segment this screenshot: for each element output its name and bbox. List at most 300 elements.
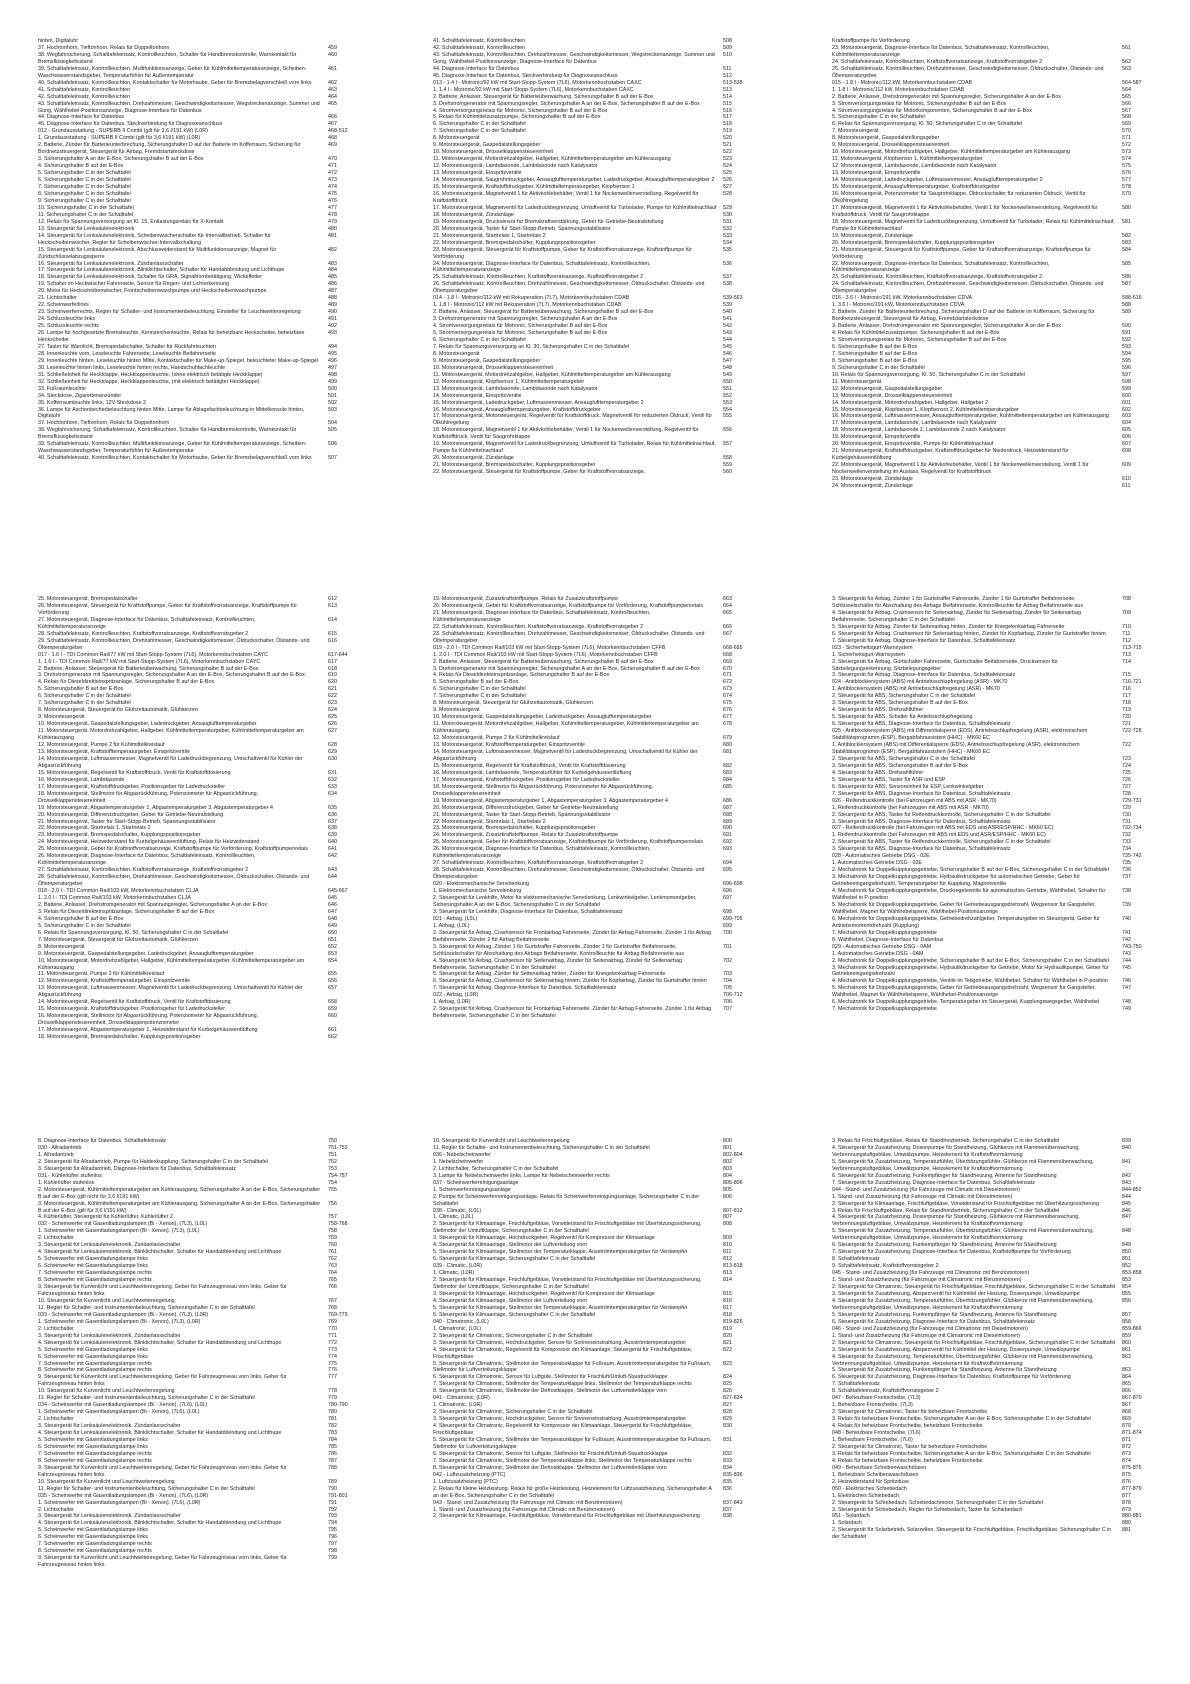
index-entry[interactable] (38, 1437, 368, 1444)
index-entry[interactable] (433, 1465, 763, 1472)
index-entry[interactable] (38, 603, 368, 617)
index-entry[interactable] (433, 1374, 763, 1381)
index-entry[interactable] (38, 427, 368, 441)
index-entry[interactable] (433, 700, 763, 707)
index-entry[interactable] (433, 1500, 763, 1507)
index-entry[interactable] (433, 351, 763, 358)
index-entry[interactable] (832, 1527, 1162, 1541)
index-entry[interactable] (38, 400, 368, 407)
index-entry[interactable] (433, 142, 763, 149)
index-entry[interactable] (38, 226, 368, 233)
index-entry[interactable] (832, 1458, 1162, 1465)
index-entry[interactable] (433, 846, 763, 860)
index-entry[interactable] (433, 1159, 763, 1166)
index-entry[interactable] (38, 420, 368, 427)
index-entry[interactable] (38, 219, 368, 226)
index-entry[interactable] (38, 191, 368, 198)
index-entry[interactable] (38, 142, 368, 156)
index-entry[interactable] (832, 1208, 1162, 1215)
index-entry[interactable] (832, 1312, 1162, 1319)
index-entry[interactable] (38, 114, 368, 121)
index-entry[interactable] (832, 777, 1162, 784)
index-entry[interactable] (38, 135, 368, 142)
index-entry[interactable] (38, 407, 368, 421)
index-entry[interactable] (832, 59, 1162, 66)
index-entry[interactable] (38, 1006, 368, 1013)
index-entry[interactable] (38, 177, 368, 184)
index-entry[interactable] (832, 407, 1162, 414)
index-entry[interactable] (38, 693, 368, 700)
index-entry[interactable] (38, 38, 368, 45)
index-entry[interactable] (38, 1152, 368, 1159)
index-entry[interactable] (832, 951, 1162, 958)
index-entry[interactable] (433, 930, 763, 944)
index-entry[interactable] (832, 978, 1162, 985)
index-entry[interactable] (38, 1451, 368, 1458)
index-entry[interactable] (832, 596, 1162, 610)
index-entry[interactable] (433, 1340, 763, 1347)
index-entry[interactable] (433, 1451, 763, 1458)
index-entry[interactable] (832, 721, 1162, 728)
index-entry[interactable] (832, 1381, 1162, 1388)
index-entry[interactable] (38, 1458, 368, 1465)
index-entry[interactable] (38, 1256, 368, 1263)
index-entry[interactable] (832, 728, 1162, 742)
index-entry[interactable] (38, 971, 368, 978)
index-entry[interactable] (832, 163, 1162, 170)
index-entry[interactable] (832, 1340, 1162, 1347)
index-entry[interactable] (433, 1249, 763, 1256)
index-entry[interactable] (433, 149, 763, 156)
index-entry[interactable] (433, 1194, 763, 1208)
index-entry[interactable] (433, 1291, 763, 1298)
index-entry[interactable] (38, 812, 368, 819)
index-entry[interactable] (433, 469, 763, 476)
index-entry[interactable] (433, 281, 763, 295)
index-entry[interactable] (832, 462, 1162, 476)
index-entry[interactable] (433, 177, 763, 184)
index-entry[interactable] (38, 1486, 368, 1493)
index-entry[interactable] (38, 1520, 368, 1527)
index-entry[interactable] (433, 909, 763, 916)
index-entry[interactable] (433, 777, 763, 784)
index-entry[interactable] (38, 1145, 368, 1152)
index-entry[interactable] (832, 1493, 1162, 1500)
index-entry[interactable] (38, 700, 368, 707)
index-entry[interactable] (38, 170, 368, 177)
index-entry[interactable] (832, 135, 1162, 142)
index-entry[interactable] (433, 163, 763, 170)
index-entry[interactable] (832, 1500, 1162, 1507)
index-entry[interactable] (832, 707, 1162, 714)
index-entry[interactable] (38, 596, 368, 603)
index-entry[interactable] (433, 400, 763, 407)
index-entry[interactable] (433, 87, 763, 94)
index-entry[interactable] (433, 1221, 763, 1235)
index-entry[interactable] (38, 631, 368, 638)
index-entry[interactable] (433, 1486, 763, 1500)
index-entry[interactable] (832, 302, 1162, 309)
index-entry[interactable] (832, 770, 1162, 777)
index-entry[interactable] (433, 895, 763, 909)
index-entry[interactable] (832, 1395, 1162, 1402)
index-entry[interactable] (38, 825, 368, 832)
index-entry[interactable] (832, 1423, 1162, 1430)
index-entry[interactable] (38, 707, 368, 714)
index-entry[interactable] (38, 80, 368, 87)
index-entry[interactable] (832, 1367, 1162, 1374)
index-entry[interactable] (433, 295, 763, 302)
index-entry[interactable] (832, 825, 1162, 832)
index-entry[interactable] (832, 1145, 1162, 1159)
index-entry[interactable] (832, 985, 1162, 999)
index-entry[interactable] (433, 191, 763, 205)
index-entry[interactable] (832, 295, 1162, 302)
index-entry[interactable] (433, 1472, 763, 1479)
index-entry[interactable] (38, 267, 368, 274)
index-entry[interactable] (832, 839, 1162, 846)
index-entry[interactable] (832, 149, 1162, 156)
index-entry[interactable] (38, 184, 368, 191)
index-entry[interactable] (832, 853, 1162, 860)
index-entry[interactable] (433, 992, 763, 999)
index-entry[interactable] (832, 448, 1162, 462)
index-entry[interactable] (832, 700, 1162, 707)
index-entry[interactable] (433, 888, 763, 895)
index-entry[interactable] (38, 1326, 368, 1333)
index-entry[interactable] (38, 999, 368, 1006)
index-entry[interactable] (433, 1263, 763, 1270)
index-entry[interactable] (38, 721, 368, 728)
index-entry[interactable] (832, 45, 1162, 59)
index-entry[interactable] (38, 951, 368, 958)
index-entry[interactable] (38, 1333, 368, 1340)
index-entry[interactable] (832, 393, 1162, 400)
index-entry[interactable] (433, 121, 763, 128)
index-entry[interactable] (433, 1319, 763, 1326)
index-entry[interactable] (38, 1187, 368, 1201)
index-entry[interactable] (433, 80, 763, 87)
index-entry[interactable] (38, 985, 368, 999)
index-entry[interactable] (38, 1402, 368, 1409)
index-entry[interactable] (832, 400, 1162, 407)
index-entry[interactable] (832, 247, 1162, 261)
index-entry[interactable] (832, 832, 1162, 839)
index-entry[interactable] (832, 1284, 1162, 1291)
index-entry[interactable] (433, 135, 763, 142)
index-entry[interactable] (832, 1486, 1162, 1493)
index-entry[interactable] (832, 1520, 1162, 1527)
index-entry[interactable] (38, 659, 368, 666)
index-entry[interactable] (433, 832, 763, 839)
index-entry[interactable] (433, 94, 763, 101)
index-entry[interactable] (38, 455, 368, 462)
index-entry[interactable] (38, 379, 368, 386)
index-entry[interactable] (38, 344, 368, 351)
index-entry[interactable] (433, 735, 763, 742)
index-entry[interactable] (832, 812, 1162, 819)
index-entry[interactable] (38, 1367, 368, 1374)
index-entry[interactable] (433, 337, 763, 344)
index-entry[interactable] (38, 1214, 368, 1221)
index-entry[interactable] (832, 365, 1162, 372)
index-entry[interactable] (433, 1152, 763, 1159)
index-entry[interactable] (433, 1235, 763, 1242)
index-entry[interactable] (433, 386, 763, 393)
index-entry[interactable] (38, 1354, 368, 1361)
index-entry[interactable] (832, 441, 1162, 448)
index-entry[interactable] (433, 916, 763, 923)
index-entry[interactable] (832, 867, 1162, 874)
index-entry[interactable] (38, 1395, 368, 1402)
index-entry[interactable] (38, 1500, 368, 1507)
index-entry[interactable] (38, 1347, 368, 1354)
index-entry[interactable] (832, 1159, 1162, 1173)
index-entry[interactable] (38, 372, 368, 379)
index-entry[interactable] (832, 652, 1162, 659)
index-entry[interactable] (832, 142, 1162, 149)
index-entry[interactable] (38, 1548, 368, 1555)
index-entry[interactable] (38, 1479, 368, 1486)
index-entry[interactable] (832, 1354, 1162, 1368)
index-entry[interactable] (433, 309, 763, 316)
index-entry[interactable] (832, 66, 1162, 80)
index-entry[interactable] (832, 156, 1162, 163)
index-entry[interactable] (832, 205, 1162, 219)
index-entry[interactable] (433, 393, 763, 400)
index-entry[interactable] (38, 1263, 368, 1270)
index-entry[interactable] (433, 1187, 763, 1194)
index-entry[interactable] (832, 121, 1162, 128)
index-entry[interactable] (832, 233, 1162, 240)
index-entry[interactable] (38, 770, 368, 777)
index-entry[interactable] (433, 101, 763, 108)
index-entry[interactable] (38, 261, 368, 268)
index-entry[interactable] (832, 631, 1162, 638)
index-entry[interactable] (433, 365, 763, 372)
index-entry[interactable] (433, 1145, 763, 1152)
index-entry[interactable] (832, 434, 1162, 441)
index-entry[interactable] (832, 742, 1162, 756)
index-entry[interactable] (38, 832, 368, 839)
index-entry[interactable] (38, 1465, 368, 1479)
index-entry[interactable] (433, 66, 763, 73)
index-entry[interactable] (38, 923, 368, 930)
index-entry[interactable] (433, 1277, 763, 1291)
index-entry[interactable] (38, 302, 368, 309)
index-entry[interactable] (38, 1493, 368, 1500)
index-entry[interactable] (832, 1444, 1162, 1451)
index-entry[interactable] (38, 1388, 368, 1395)
index-entry[interactable] (433, 114, 763, 121)
index-entry[interactable] (832, 846, 1162, 853)
index-entry[interactable] (38, 714, 368, 721)
index-entry[interactable] (832, 1333, 1162, 1340)
index-entry[interactable] (832, 177, 1162, 184)
index-entry[interactable] (433, 1326, 763, 1333)
index-entry[interactable] (38, 930, 368, 937)
index-entry[interactable] (832, 958, 1162, 965)
index-entry[interactable] (832, 358, 1162, 365)
index-entry[interactable] (38, 316, 368, 323)
index-entry[interactable] (433, 316, 763, 323)
index-entry[interactable] (832, 610, 1162, 624)
index-entry[interactable] (433, 1381, 763, 1388)
index-entry[interactable] (832, 1242, 1162, 1249)
index-entry[interactable] (38, 672, 368, 679)
index-entry[interactable] (38, 1270, 368, 1277)
index-entry[interactable] (832, 170, 1162, 177)
index-entry[interactable] (832, 240, 1162, 247)
index-entry[interactable] (433, 867, 763, 881)
index-entry[interactable] (433, 52, 763, 66)
index-entry[interactable] (433, 693, 763, 700)
index-entry[interactable] (38, 309, 368, 316)
index-entry[interactable] (38, 679, 368, 686)
index-entry[interactable] (832, 344, 1162, 351)
index-entry[interactable] (832, 386, 1162, 393)
index-entry[interactable] (38, 1180, 368, 1187)
index-entry[interactable] (38, 87, 368, 94)
index-entry[interactable] (433, 323, 763, 330)
index-entry[interactable] (38, 1173, 368, 1180)
index-entry[interactable] (832, 1256, 1162, 1263)
index-entry[interactable] (38, 1298, 368, 1305)
index-entry[interactable] (433, 944, 763, 958)
index-entry[interactable] (433, 610, 763, 624)
index-entry[interactable] (38, 1409, 368, 1416)
index-entry[interactable] (38, 1340, 368, 1347)
index-entry[interactable] (832, 261, 1162, 275)
index-entry[interactable] (832, 798, 1162, 805)
index-entry[interactable] (38, 1221, 368, 1228)
index-entry[interactable] (38, 686, 368, 693)
index-entry[interactable] (433, 1298, 763, 1305)
index-entry[interactable] (38, 101, 368, 115)
index-entry[interactable] (832, 1228, 1162, 1242)
index-entry[interactable] (38, 1138, 368, 1145)
index-entry[interactable] (832, 944, 1162, 951)
index-entry[interactable] (433, 1166, 763, 1173)
index-entry[interactable] (832, 686, 1162, 693)
index-entry[interactable] (38, 45, 368, 52)
index-entry[interactable] (832, 1326, 1162, 1333)
index-entry[interactable] (38, 1527, 368, 1534)
index-entry[interactable] (832, 1263, 1162, 1270)
index-entry[interactable] (832, 101, 1162, 108)
index-entry[interactable] (832, 763, 1162, 770)
index-entry[interactable] (38, 791, 368, 805)
index-entry[interactable] (38, 351, 368, 358)
index-entry[interactable] (433, 184, 763, 191)
index-entry[interactable] (433, 839, 763, 846)
index-entry[interactable] (38, 1027, 368, 1034)
index-entry[interactable] (38, 330, 368, 344)
index-entry[interactable] (433, 1416, 763, 1423)
index-entry[interactable] (832, 94, 1162, 101)
index-entry[interactable] (832, 805, 1162, 812)
index-entry[interactable] (38, 638, 368, 652)
index-entry[interactable] (832, 624, 1162, 631)
index-entry[interactable] (832, 638, 1162, 645)
index-entry[interactable] (433, 358, 763, 365)
index-entry[interactable] (832, 1437, 1162, 1444)
index-entry[interactable] (433, 1006, 763, 1020)
index-entry[interactable] (38, 52, 368, 66)
index-entry[interactable] (433, 978, 763, 985)
index-entry[interactable] (832, 1187, 1162, 1194)
index-entry[interactable] (38, 805, 368, 812)
index-entry[interactable] (433, 379, 763, 386)
index-entry[interactable] (433, 38, 763, 45)
index-entry[interactable] (433, 1173, 763, 1180)
index-entry[interactable] (832, 420, 1162, 427)
index-entry[interactable] (38, 212, 368, 219)
index-entry[interactable] (832, 1319, 1162, 1326)
index-entry[interactable] (832, 413, 1162, 420)
index-entry[interactable] (38, 295, 368, 302)
index-entry[interactable] (38, 281, 368, 288)
index-entry[interactable] (433, 763, 763, 770)
index-entry[interactable] (433, 631, 763, 645)
index-entry[interactable] (832, 372, 1162, 379)
index-entry[interactable] (832, 784, 1162, 791)
index-entry[interactable] (38, 1430, 368, 1437)
index-entry[interactable] (832, 860, 1162, 867)
index-entry[interactable] (832, 1430, 1162, 1437)
index-entry[interactable] (38, 156, 368, 163)
index-entry[interactable] (832, 80, 1162, 87)
index-entry[interactable] (38, 1423, 368, 1430)
index-entry[interactable] (433, 462, 763, 469)
index-entry[interactable] (832, 1479, 1162, 1486)
index-entry[interactable] (38, 1507, 368, 1514)
index-entry[interactable] (38, 728, 368, 742)
index-entry[interactable] (832, 184, 1162, 191)
index-entry[interactable] (433, 742, 763, 749)
index-entry[interactable] (433, 261, 763, 275)
index-entry[interactable] (832, 1173, 1162, 1180)
index-entry[interactable] (433, 1242, 763, 1249)
index-entry[interactable] (38, 358, 368, 365)
index-entry[interactable] (433, 770, 763, 777)
index-entry[interactable] (38, 1159, 368, 1166)
index-entry[interactable] (433, 784, 763, 798)
index-entry[interactable] (433, 226, 763, 233)
index-entry[interactable] (38, 1034, 368, 1041)
index-entry[interactable] (433, 1458, 763, 1465)
index-entry[interactable] (832, 1402, 1162, 1409)
index-entry[interactable] (433, 819, 763, 826)
index-entry[interactable] (832, 1291, 1162, 1298)
index-entry[interactable] (433, 985, 763, 992)
index-entry[interactable] (38, 94, 368, 101)
index-entry[interactable] (38, 978, 368, 985)
index-entry[interactable] (38, 617, 368, 631)
index-entry[interactable] (433, 652, 763, 659)
index-entry[interactable] (433, 881, 763, 888)
index-entry[interactable] (38, 1235, 368, 1242)
index-entry[interactable] (832, 672, 1162, 679)
index-entry[interactable] (832, 1465, 1162, 1472)
index-entry[interactable] (433, 344, 763, 351)
index-entry[interactable] (832, 679, 1162, 686)
index-entry[interactable] (832, 108, 1162, 115)
index-entry[interactable] (433, 441, 763, 455)
index-entry[interactable] (433, 958, 763, 972)
index-entry[interactable] (433, 240, 763, 247)
index-entry[interactable] (433, 714, 763, 721)
